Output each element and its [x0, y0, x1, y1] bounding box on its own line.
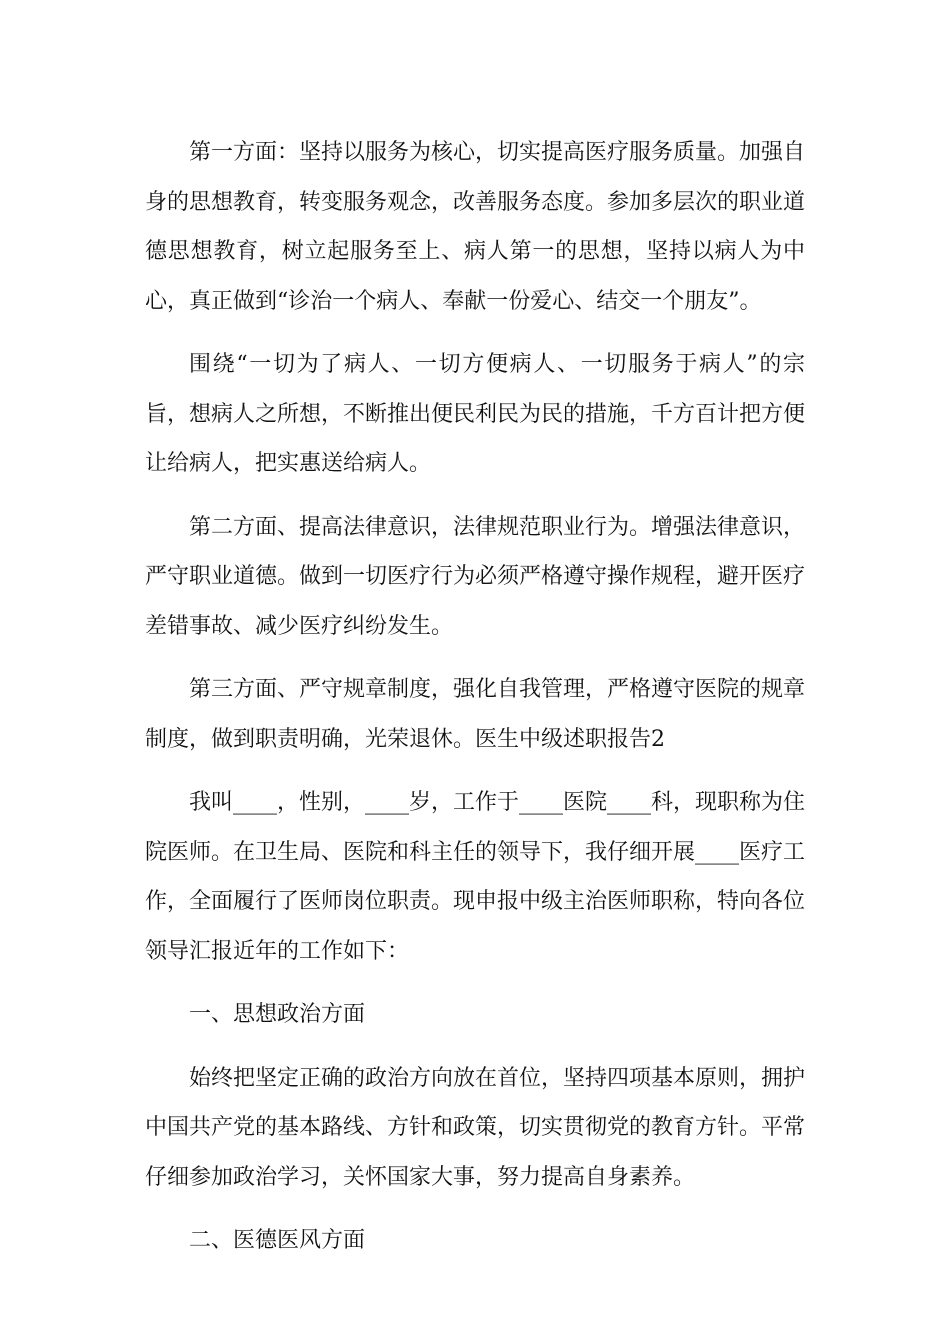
paragraph-legal-awareness: 第二方面、提高法律意识，法律规范职业行为。增强法律意识，严守职业道德。做到一切医疗行为必须严格遵守操作规程，避开医疗差错事故、减少医疗纠纷发生。: [145, 514, 806, 639]
paragraph-rules-regulations: 第三方面、严守规章制度，强化自我管理，严格遵守医院的规章制度，做到职责明确，光荣退休。医生中级述职报告2: [145, 677, 806, 752]
section-heading-political: 一、思想政治方面: [189, 1002, 366, 1027]
document-body: [145, 128, 805, 1280]
paragraph-self-introduction: 我叫____，性别，____岁，工作于____医院____科，现职称为住院医师。在卫生局、医院和科主任的领导下，我仔细开展____医疗工作，全面履行了医师岗位职责。现申报中级主治医师职称，特向各位领导汇报近年的工作如下：: [145, 790, 806, 964]
paragraph-service-core: 第一方面：坚持以服务为核心，切实提高医疗服务质量。加强自身的思想教育，转变服务观念，改善服务态度。参加多层次的职业道德思想教育，树立起服务至上、病人第一的思想，坚持以病人为中心，真正做到“诊治一个病人、奉献一份爱心、结交一个朋友”。: [145, 140, 806, 314]
paragraph-patient-purpose: 围绕“一切为了病人、一切方便病人、一切服务于病人”的宗旨，想病人之所想，不断推出便民利民为民的措施，千方百计把方便让给病人，把实惠送给病人。: [145, 352, 806, 476]
paragraph-political-direction: 始终把坚定正确的政治方向放在首位，坚持四项基本原则，拥护中国共产党的基本路线、方针和政策，切实贯彻党的教育方针。平常仔细参加政治学习，关怀国家大事，努力提高自身素养。: [145, 1065, 806, 1190]
section-heading-medical-ethics: 二、医德医风方面: [189, 1228, 366, 1253]
